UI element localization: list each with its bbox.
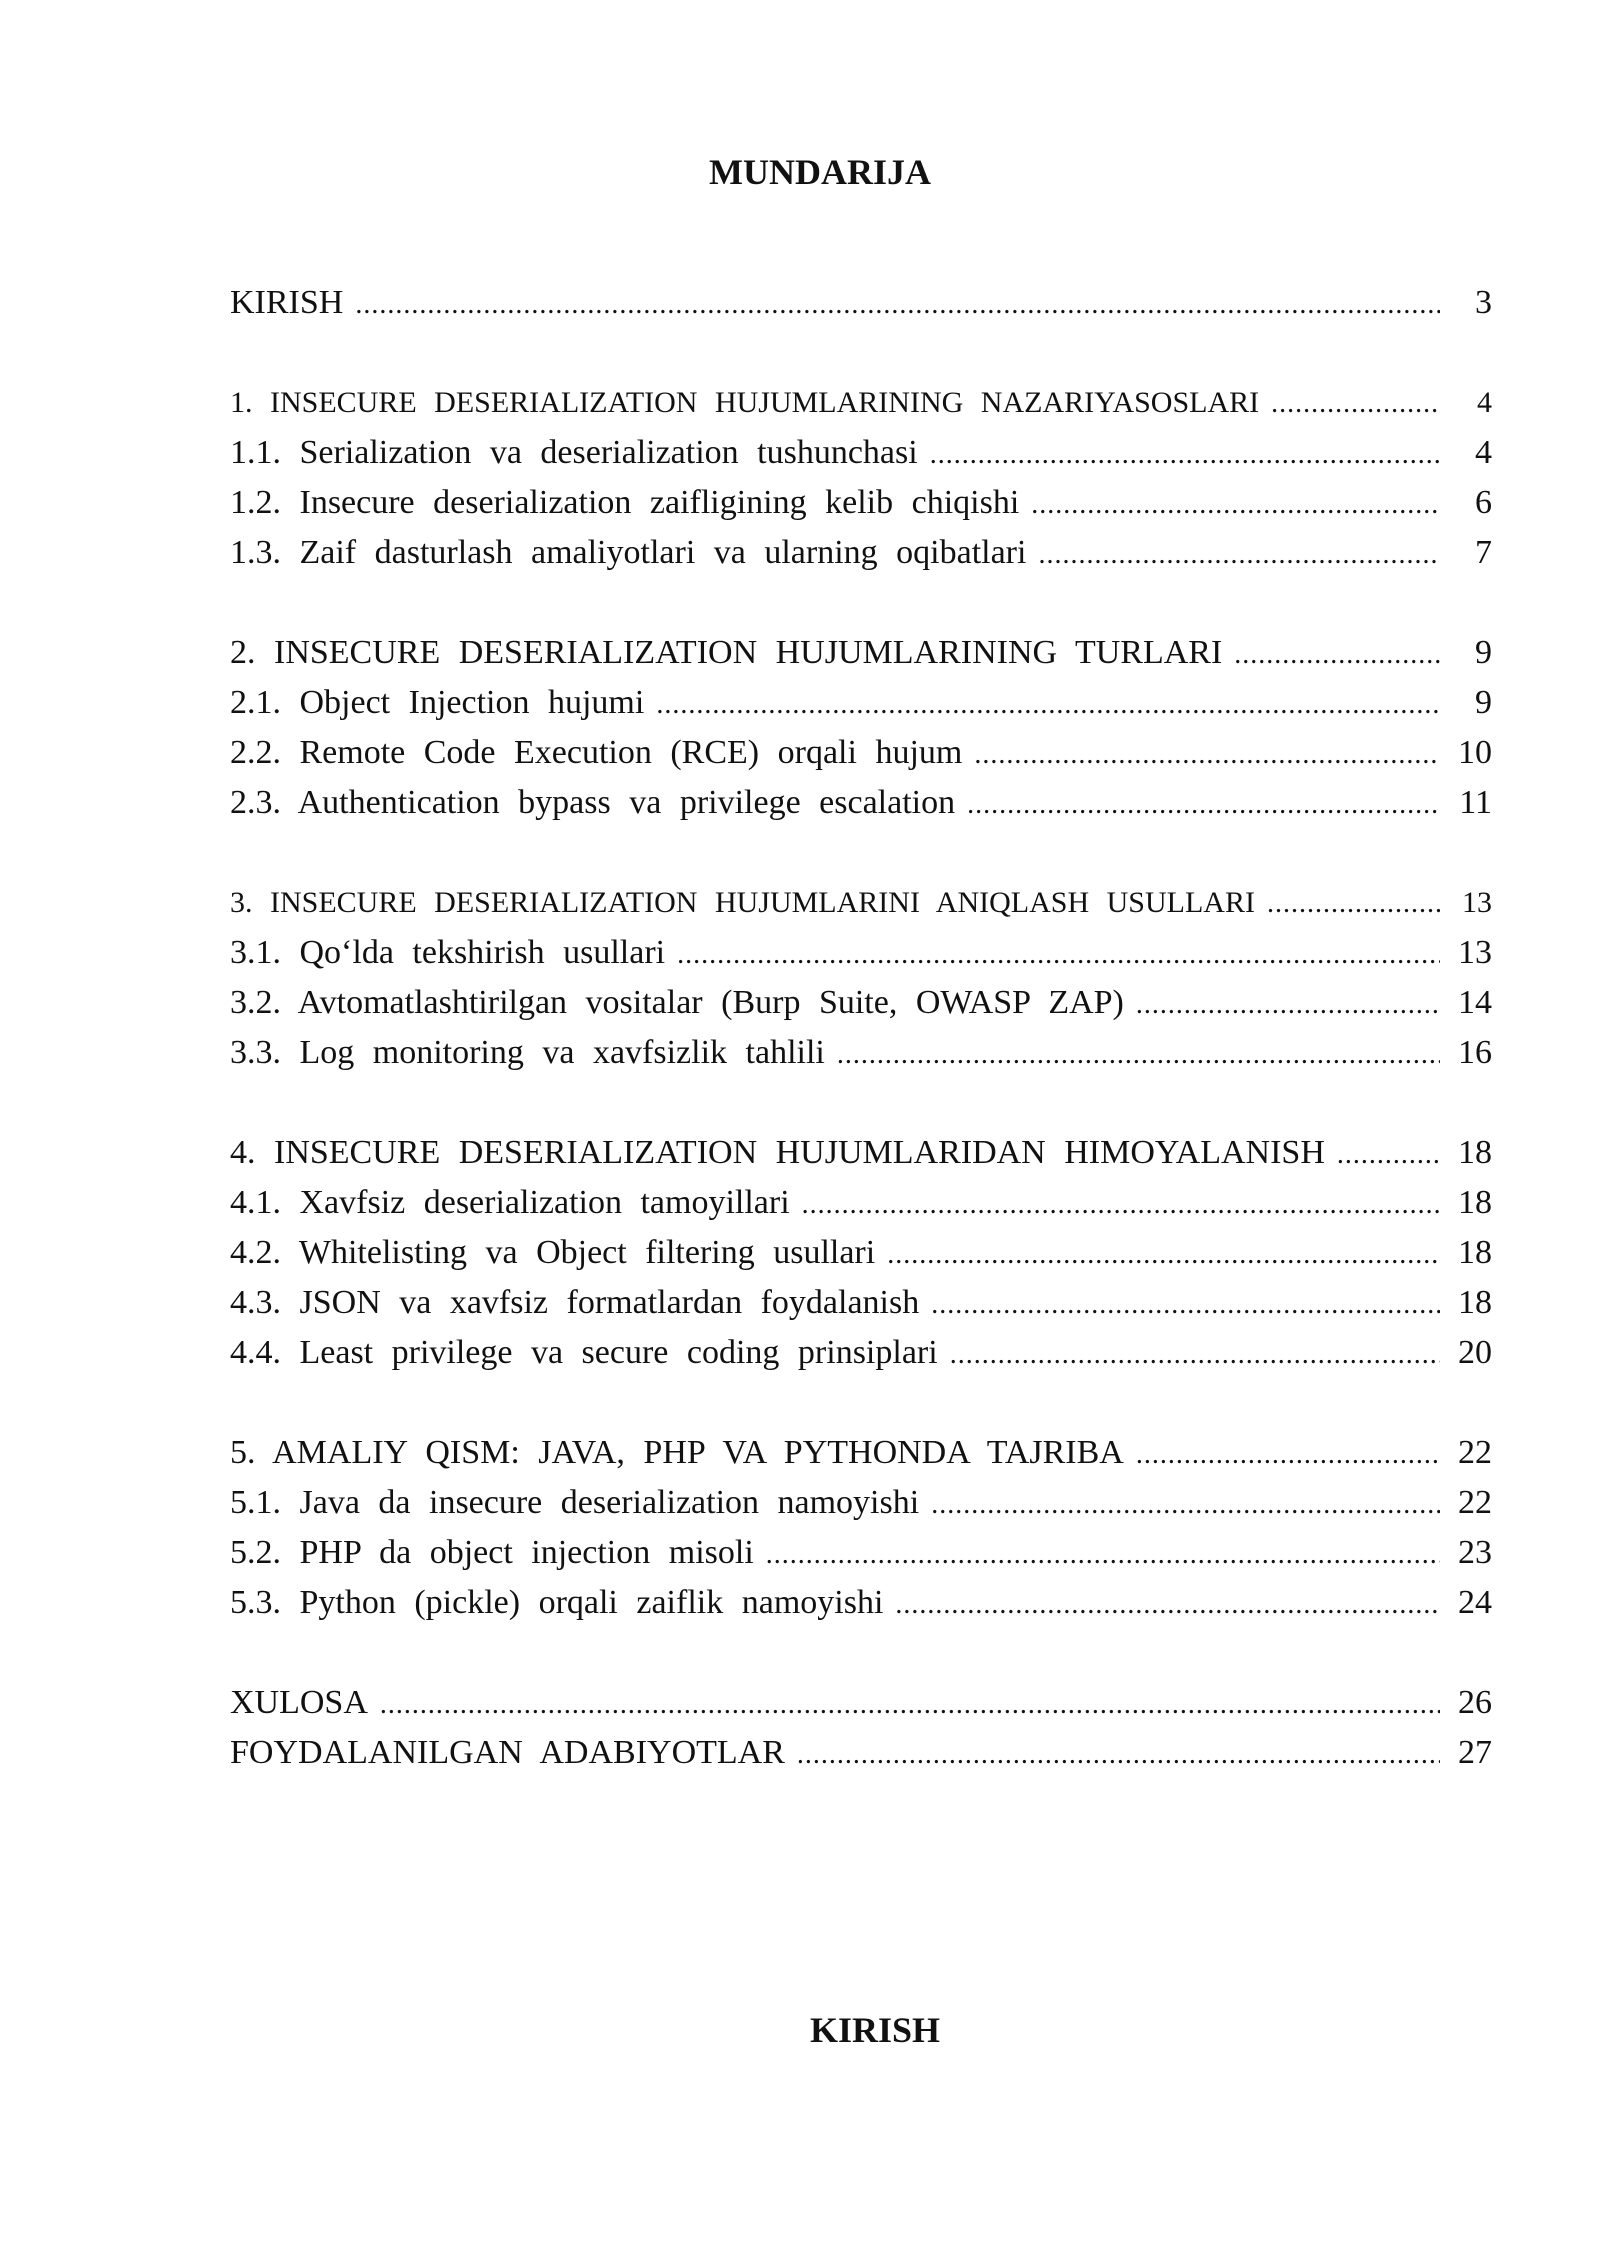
toc-entry-page-number: 24 — [1458, 1584, 1492, 1621]
toc-entry-label: 5.2. PHP da object injection misoli — [230, 1534, 754, 1571]
toc-entry-page-number: 18 — [1458, 1134, 1492, 1171]
toc-dot-leader — [887, 1230, 1440, 1280]
toc-group — [230, 378, 1492, 578]
toc-entry[interactable] — [230, 778, 1492, 828]
toc-entry-label: 3.3. Log monitoring va xavfsizlik tahlili — [230, 1034, 825, 1071]
toc-entry-label: 3.1. Qo‘lda tekshirish usullari — [230, 934, 666, 971]
toc-entry-label: 2.2. Remote Code Execution (RCE) orqali hujum — [230, 734, 963, 771]
toc-entry-label: 4.2. Whitelisting va Object filtering usullari — [230, 1234, 876, 1271]
toc-dot-leader — [1136, 980, 1440, 1030]
toc-entry[interactable] — [230, 728, 1492, 778]
toc-entry-label: 3.2. Avtomatlashtirilgan vositalar (Burp Suite, OWASP ZAP) — [230, 984, 1124, 1021]
toc-dot-leader — [930, 430, 1440, 480]
toc-dot-leader — [931, 1280, 1440, 1330]
toc-entry[interactable] — [230, 678, 1492, 728]
toc-entry[interactable] — [230, 378, 1492, 428]
toc-dot-leader — [766, 1530, 1440, 1580]
toc-entry-label: XULOSA — [230, 1684, 368, 1721]
toc-entry-page-number: 4 — [1477, 386, 1492, 419]
toc-entry-page-number: 9 — [1475, 634, 1492, 671]
toc-entry-page-number: 18 — [1458, 1234, 1492, 1271]
table-of-contents — [230, 278, 1492, 1828]
toc-entry-label: 5. AMALIY QISM: JAVA, PHP VA PYTHONDA TAJRIBA — [230, 1434, 1124, 1471]
table-of-contents-title: MUNDARIJA — [709, 152, 931, 192]
toc-dot-leader — [1136, 1430, 1440, 1480]
toc-group — [230, 878, 1492, 1078]
toc-group — [230, 1678, 1492, 1778]
toc-dot-leader — [1271, 379, 1440, 429]
toc-entry-page-number: 4 — [1475, 434, 1492, 471]
toc-entry[interactable] — [230, 1128, 1492, 1178]
toc-entry[interactable] — [230, 1478, 1492, 1528]
toc-entry-label: 4.3. JSON va xavfsiz formatlardan foydalanish — [230, 1284, 920, 1321]
toc-entry[interactable] — [230, 278, 1492, 328]
toc-entry[interactable] — [230, 1028, 1492, 1078]
toc-entry[interactable] — [230, 1228, 1492, 1278]
toc-entry-label: 2. INSECURE DESERIALIZATION HUJUMLARINING TURLARI — [230, 634, 1223, 671]
toc-entry-label: 3. INSECURE DESERIALIZATION HUJUMLARINI ANIQLASH USULLARI — [230, 886, 1255, 919]
toc-entry-page-number: 3 — [1475, 284, 1492, 321]
toc-entry-label: 1.3. Zaif dasturlash amaliyotlari va ularning oqibatlari — [230, 534, 1027, 571]
toc-entry[interactable] — [230, 528, 1492, 578]
toc-entry-page-number: 22 — [1458, 1484, 1492, 1521]
toc-entry[interactable] — [230, 478, 1492, 528]
toc-dot-leader — [802, 1180, 1440, 1230]
toc-entry-page-number: 27 — [1458, 1734, 1492, 1771]
toc-dot-leader — [931, 1480, 1440, 1530]
toc-entry-page-number: 13 — [1462, 886, 1492, 919]
toc-entry-label: 4. INSECURE DESERIALIZATION HUJUMLARIDAN HIMOYALANISH — [230, 1134, 1325, 1171]
toc-entry[interactable] — [230, 1678, 1492, 1728]
toc-dot-leader — [656, 680, 1440, 730]
toc-entry-label: KIRISH — [230, 284, 344, 321]
toc-dot-leader — [380, 1680, 1440, 1730]
toc-entry-label: 2.1. Object Injection hujumi — [230, 684, 645, 721]
toc-entry-label: 4.4. Least privilege va secure coding prinsiplari — [230, 1334, 938, 1371]
toc-entry-label: 5.1. Java da insecure deserialization namoyishi — [230, 1484, 920, 1521]
toc-dot-leader — [974, 730, 1440, 780]
toc-entry[interactable] — [230, 1178, 1492, 1228]
toc-entry[interactable] — [230, 878, 1492, 928]
toc-dot-leader — [1267, 879, 1440, 929]
toc-dot-leader — [950, 1330, 1440, 1380]
toc-group — [230, 628, 1492, 828]
toc-entry-page-number: 13 — [1458, 934, 1492, 971]
toc-entry[interactable] — [230, 1578, 1492, 1628]
toc-dot-leader — [837, 1030, 1440, 1080]
toc-entry[interactable] — [230, 928, 1492, 978]
toc-group — [230, 1128, 1492, 1378]
toc-entry[interactable] — [230, 628, 1492, 678]
toc-entry-page-number: 9 — [1475, 684, 1492, 721]
toc-entry[interactable] — [230, 1528, 1492, 1578]
toc-entry[interactable] — [230, 978, 1492, 1028]
toc-entry-label: 5.3. Python (pickle) orqali zaiflik namoyishi — [230, 1584, 884, 1621]
toc-dot-leader — [797, 1730, 1440, 1780]
toc-group — [230, 278, 1492, 328]
toc-entry-page-number: 7 — [1475, 534, 1492, 571]
toc-entry-page-number: 22 — [1458, 1434, 1492, 1471]
toc-entry-page-number: 6 — [1475, 484, 1492, 521]
toc-group — [230, 1428, 1492, 1628]
toc-dot-leader — [895, 1580, 1440, 1630]
toc-dot-leader — [967, 780, 1440, 830]
toc-entry-label: 1. INSECURE DESERIALIZATION HUJUMLARINING NAZARIYASOSLARI — [230, 386, 1260, 419]
introduction-heading: KIRISH — [809, 2010, 941, 2050]
toc-entry-page-number: 18 — [1458, 1284, 1492, 1321]
toc-entry-label: 1.1. Serialization va deserialization tushunchasi — [230, 434, 918, 471]
toc-entry-label: FOYDALANILGAN ADABIYOTLAR — [230, 1734, 785, 1771]
toc-entry-label: 2.3. Authentication bypass va privilege escalation — [230, 784, 956, 821]
toc-entry[interactable] — [230, 1278, 1492, 1328]
toc-dot-leader — [677, 930, 1440, 980]
toc-dot-leader — [1234, 630, 1440, 680]
toc-entry-page-number: 10 — [1458, 734, 1492, 771]
toc-entry-page-number: 14 — [1458, 984, 1492, 1021]
toc-entry-label: 1.2. Insecure deserialization zaifligining kelib chiqishi — [230, 484, 1020, 521]
toc-entry-page-number: 26 — [1458, 1684, 1492, 1721]
toc-dot-leader — [1031, 480, 1440, 530]
toc-dot-leader — [1038, 530, 1440, 580]
toc-entry[interactable] — [230, 1728, 1492, 1778]
toc-entry-page-number: 16 — [1458, 1034, 1492, 1071]
toc-entry-page-number: 20 — [1458, 1334, 1492, 1371]
toc-entry[interactable] — [230, 1328, 1492, 1378]
toc-entry-page-number: 23 — [1458, 1534, 1492, 1571]
toc-entry-page-number: 18 — [1458, 1184, 1492, 1221]
toc-entry-page-number: 11 — [1459, 784, 1492, 821]
toc-dot-leader — [1337, 1130, 1440, 1180]
toc-entry-label: 4.1. Xavfsiz deserialization tamoyillari — [230, 1184, 790, 1221]
toc-entry[interactable] — [230, 428, 1492, 478]
toc-entry[interactable] — [230, 1428, 1492, 1478]
toc-dot-leader — [355, 280, 1440, 330]
